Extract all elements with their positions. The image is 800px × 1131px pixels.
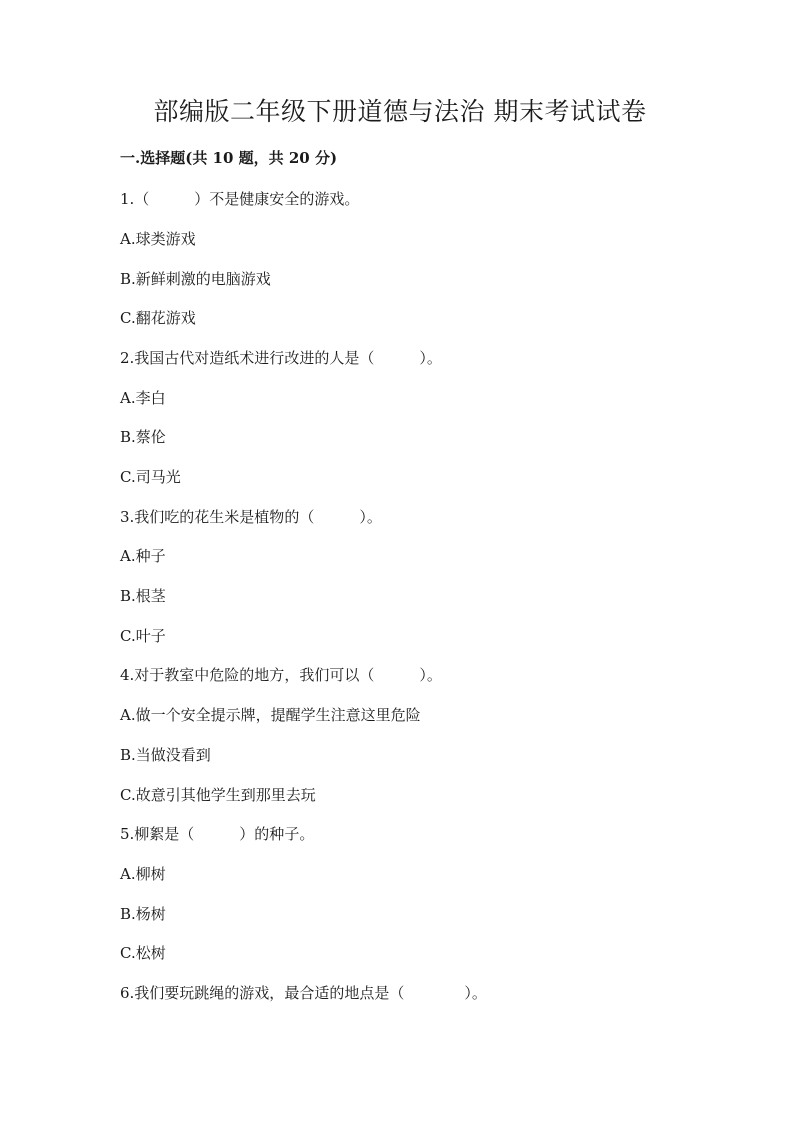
question-2-option-b: B.蔡伦 [120, 428, 166, 446]
question-5-option-c: C.松树 [120, 944, 166, 962]
question-3: 3.我们吃的花生米是植物的（ ）。 [120, 508, 382, 526]
question-3-option-b: B.根茎 [120, 587, 166, 605]
question-3-option-a: A.种子 [120, 547, 166, 565]
question-5-option-b: B.杨树 [120, 905, 166, 923]
question-4-option-a: A.做一个安全提示牌，提醒学生注意这里危险 [120, 706, 421, 724]
question-1-option-c: C.翻花游戏 [120, 309, 196, 327]
question-6: 6.我们要玩跳绳的游戏，最合适的地点是（ ）。 [120, 984, 487, 1002]
question-1-option-b: B.新鲜刺激的电脑游戏 [120, 270, 271, 288]
question-3-option-c: C.叶子 [120, 627, 166, 645]
question-5-option-a: A.柳树 [120, 865, 166, 883]
question-5: 5.柳絮是（ ）的种子。 [120, 825, 315, 843]
question-2-option-a: A.李白 [120, 389, 166, 407]
question-4-option-b: B.当做没看到 [120, 746, 211, 764]
section-heading: 一.选择题(共 10 题，共 20 分) [120, 149, 338, 167]
page-title: 部编版二年级下册道德与法治 期末考试试卷 [153, 97, 647, 126]
question-4: 4.对于教室中危险的地方，我们可以（ ）。 [120, 666, 442, 684]
question-4-option-c: C.故意引其他学生到那里去玩 [120, 786, 316, 804]
question-2-option-c: C.司马光 [120, 468, 181, 486]
question-1-option-a: A.球类游戏 [120, 230, 196, 248]
question-1: 1.（ ）不是健康安全的游戏。 [120, 190, 360, 208]
question-2: 2.我国古代对造纸术进行改进的人是（ ）。 [120, 349, 442, 367]
